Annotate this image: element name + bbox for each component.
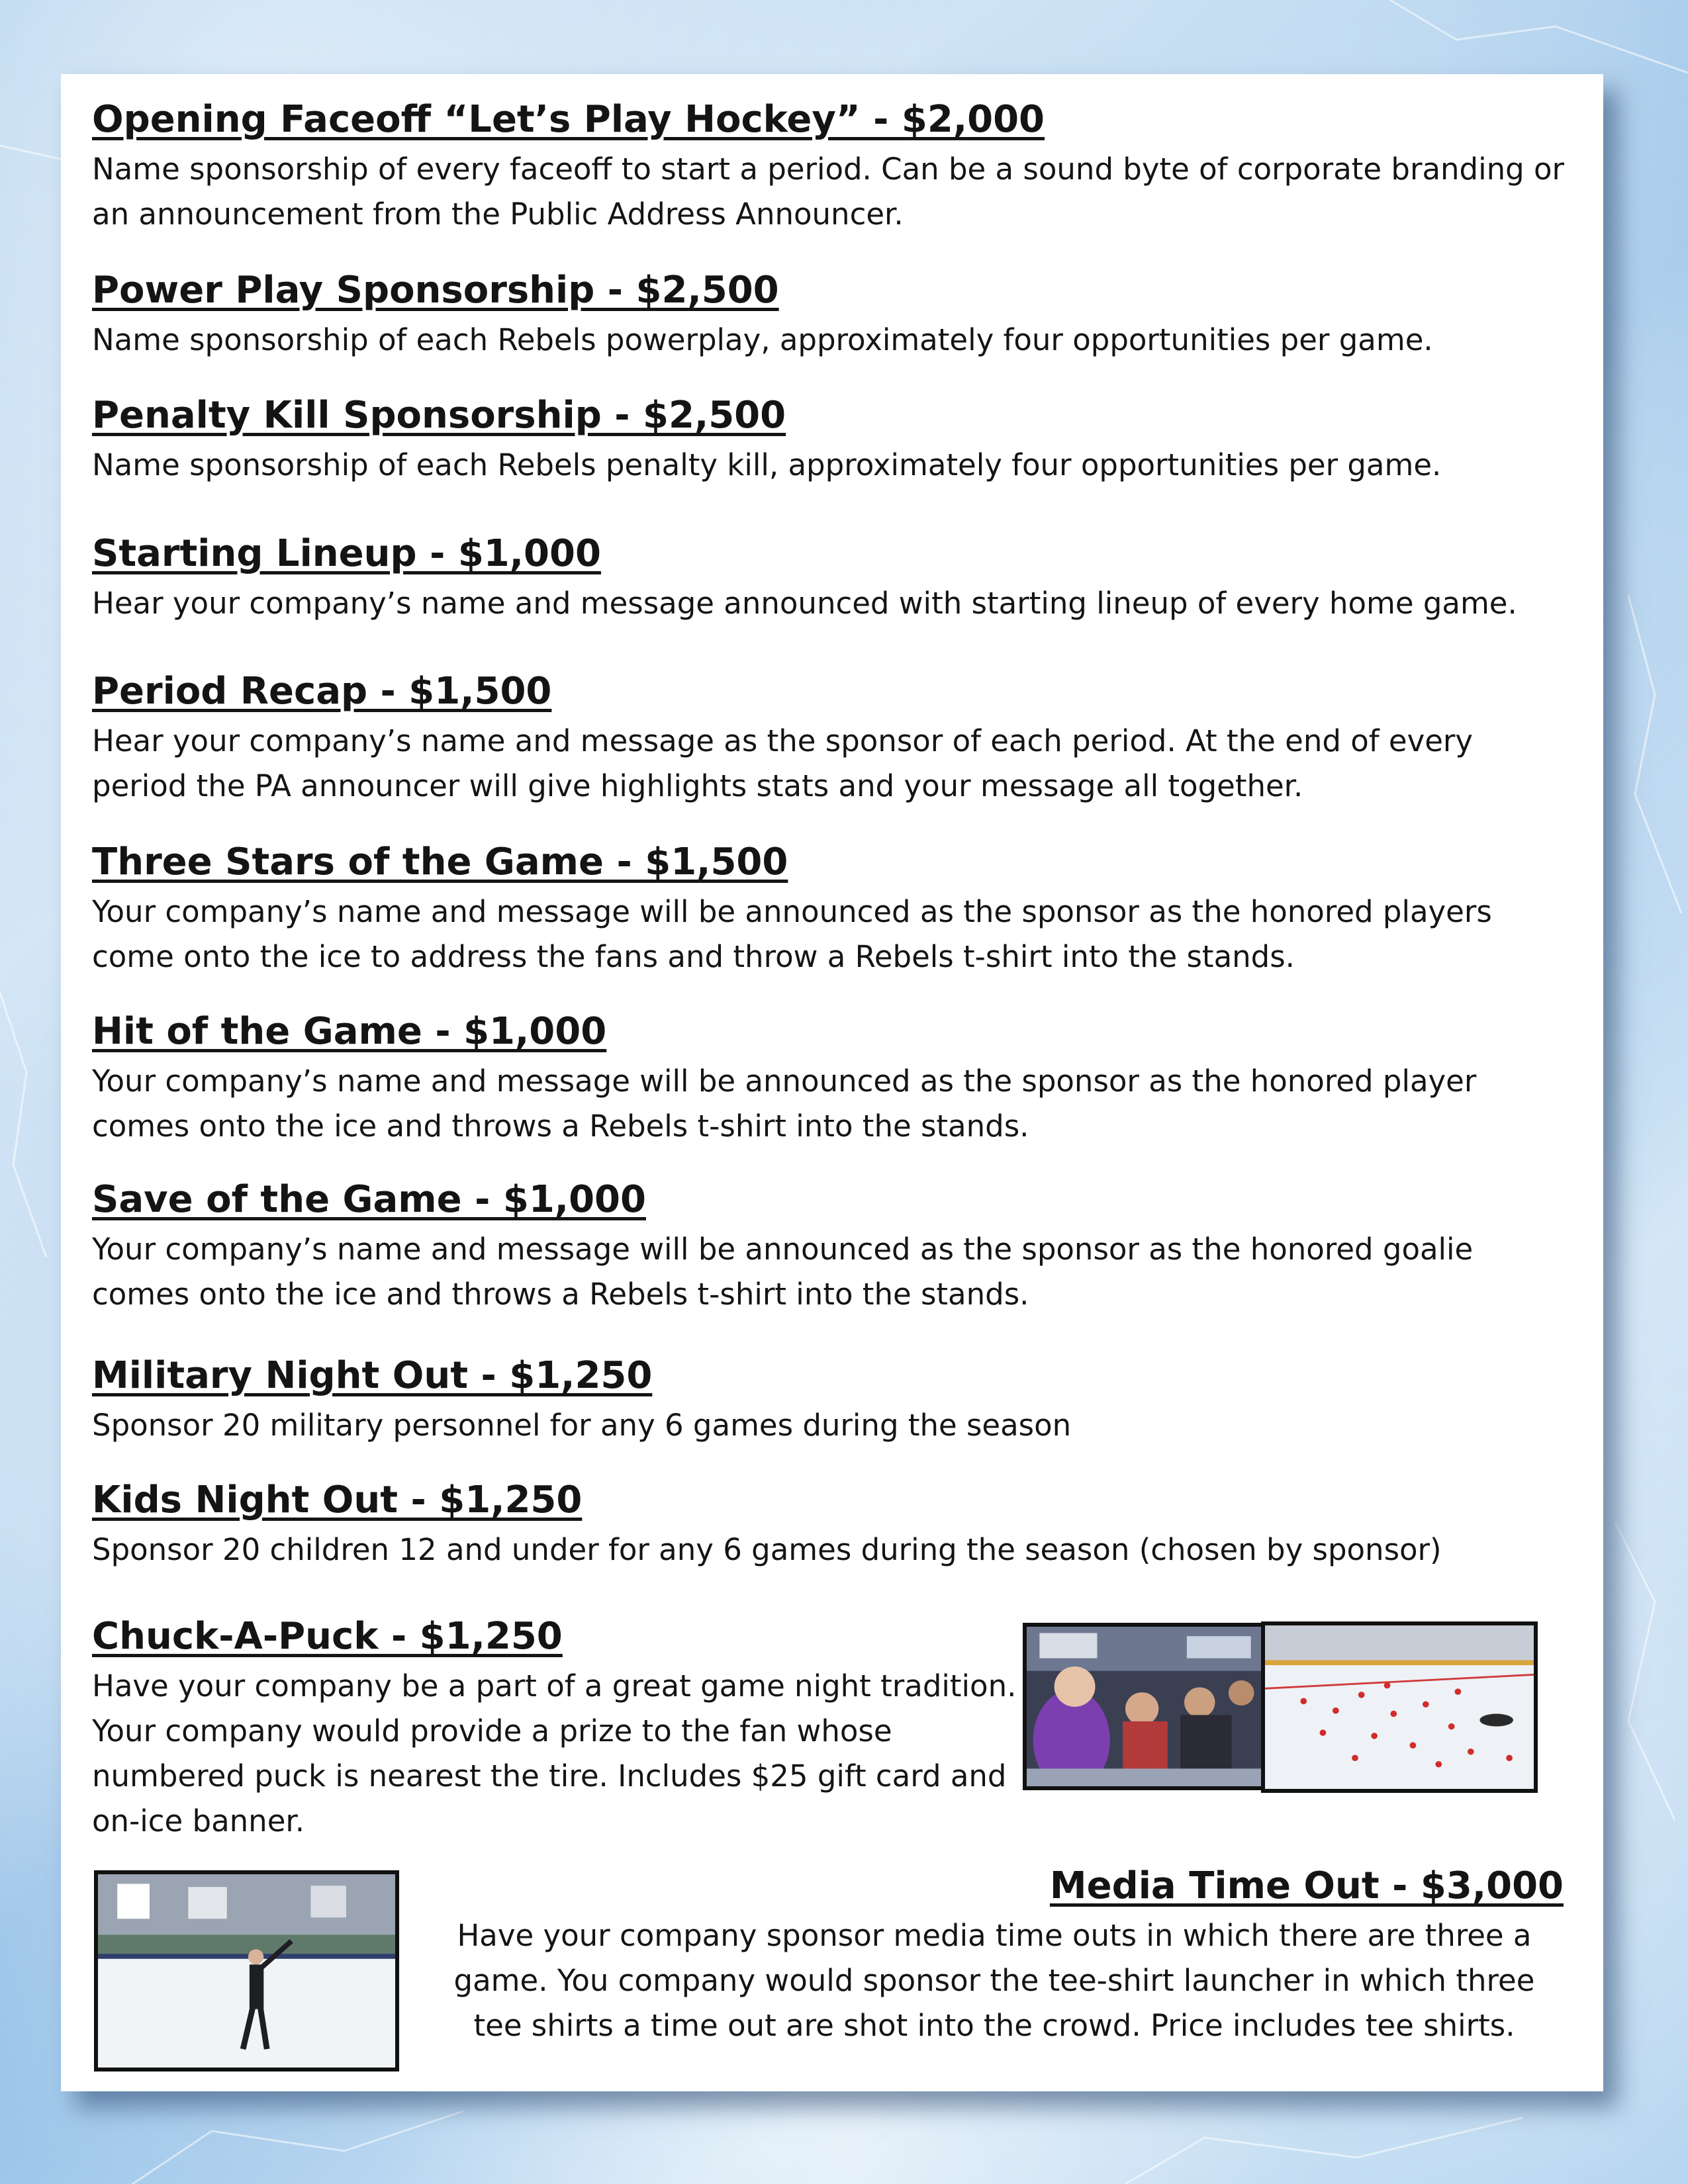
item-title: Media Time Out - $3,000 <box>1049 1864 1564 1907</box>
sponsorship-opening-faceoff <box>92 97 1575 237</box>
item-description: Your company’s name and message will be announced as the sponsor as the honored players come onto the ice to address the fans and throw a Rebels t-shirt into the stands. <box>92 894 1492 974</box>
launcher-photo <box>94 1870 399 2071</box>
sponsorship-hit-of-the-game <box>92 1009 1575 1149</box>
item-description: Sponsor 20 children 12 and under for any 6 games during the season (chosen by sponsor) <box>92 1532 1442 1567</box>
item-description: Name sponsorship of every faceoff to start a period. Can be a sound byte of corporate branding or an announcement from the Public Address Announcer. <box>92 152 1565 232</box>
sponsorship-three-stars <box>92 839 1575 979</box>
item-title: Starting Lineup - $1,000 <box>92 532 601 575</box>
item-title: Save of the Game - $1,000 <box>92 1178 646 1221</box>
sponsorship-power-play <box>92 267 1575 363</box>
sponsorship-starting-lineup <box>92 531 1575 626</box>
item-title: Military Night Out - $1,250 <box>92 1354 653 1397</box>
item-description: Name sponsorship of each Rebels penalty kill, approximately four opportunities per game. <box>92 447 1442 482</box>
ice-pucks-photo <box>1261 1621 1538 1793</box>
sponsorship-kids-night <box>92 1477 1575 1572</box>
item-title: Hit of the Game - $1,000 <box>92 1010 607 1053</box>
item-title: Penalty Kill Sponsorship - $2,500 <box>92 394 786 437</box>
item-description: Sponsor 20 military personnel for any 6 games during the season <box>92 1408 1072 1443</box>
crowd-photo <box>1023 1623 1268 1790</box>
item-description: Name sponsorship of each Rebels powerplay, approximately four opportunities per game. <box>92 322 1433 357</box>
sponsorship-military-night <box>92 1353 1575 1448</box>
sponsorship-chuck-a-puck <box>92 1614 1019 1844</box>
item-description: Have your company sponsor media time outs in which there are three a game. You company would sponsor the tee-shirt launcher in which three tee shirts a time out are shot into the crowd. Price includes tee shirts. <box>453 1918 1535 2043</box>
item-description: Your company’s name and message will be announced as the sponsor as the honored goalie comes onto the ice and throws a Rebels t-shirt into the stands. <box>92 1232 1474 1312</box>
item-description: Hear your company’s name and message announced with starting lineup of every home game. <box>92 586 1517 621</box>
sponsorship-period-recap <box>92 668 1575 809</box>
sponsorship-save-of-the-game <box>92 1177 1575 1317</box>
item-description: Hear your company’s name and message as the sponsor of each period. At the end of every period the PA announcer will give highlights stats and your message all together. <box>92 723 1474 803</box>
item-title: Three Stars of the Game - $1,500 <box>92 841 788 884</box>
item-description: Your company’s name and message will be announced as the sponsor as the honored player comes onto the ice and throws a Rebels t-shirt into the stands. <box>92 1064 1477 1144</box>
item-description: Have your company be a part of a great game night tradition. Your company would provide a prize to the fan whose numbered puck is nearest the tire. Includes $25 gift card and on-ice banner. <box>92 1668 1017 1839</box>
item-title: Kids Night Out - $1,250 <box>92 1479 583 1522</box>
item-title: Chuck-A-Puck - $1,250 <box>92 1615 563 1658</box>
sponsorship-penalty-kill <box>92 392 1575 488</box>
item-title: Opening Faceoff “Let’s Play Hockey” - $2,000 <box>92 98 1045 141</box>
item-title: Period Recap - $1,500 <box>92 670 552 713</box>
sponsorship-media-time-out <box>425 1863 1564 2048</box>
item-title: Power Play Sponsorship - $2,500 <box>92 269 779 312</box>
